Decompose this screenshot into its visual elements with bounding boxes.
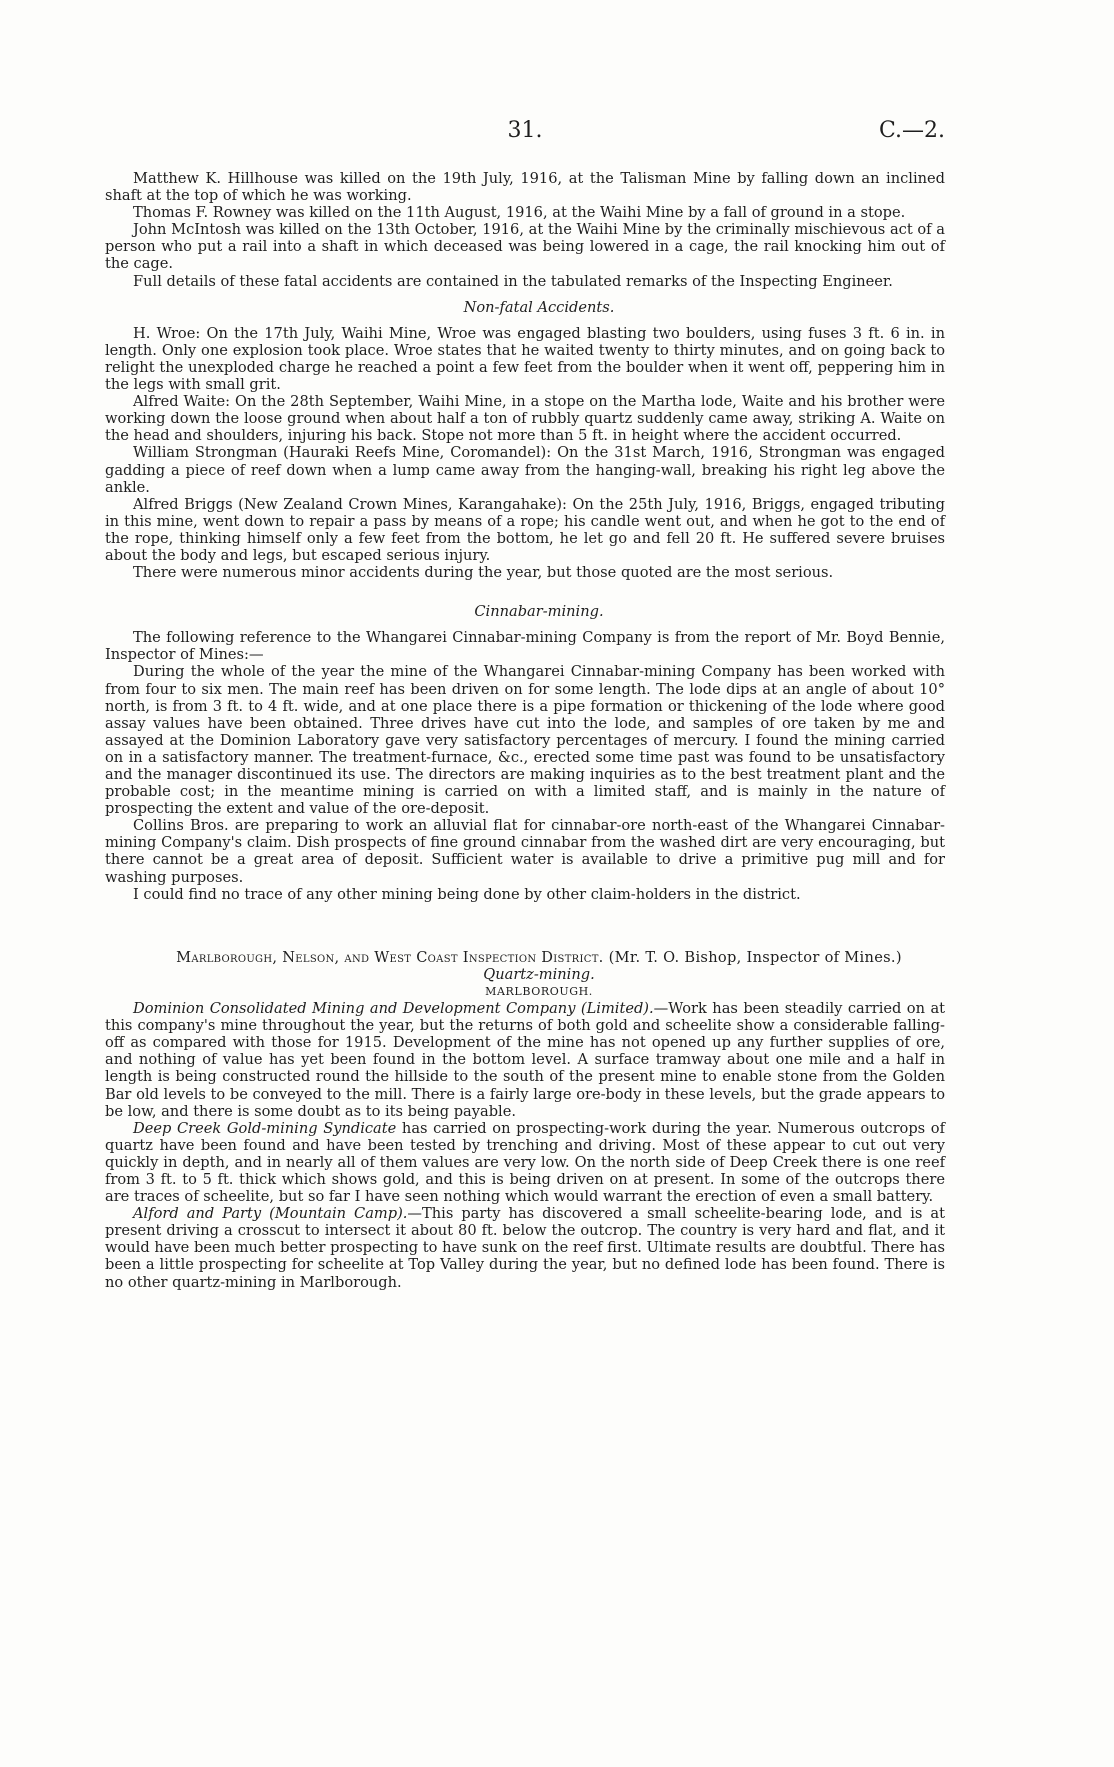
district-heading: [105, 949, 945, 966]
district-title: Marlborough, Nelson, and West Coast Inspection District.: [176, 948, 604, 966]
paragraph-text: has carried on prospecting-work during the year. Numerous outcrops of quartz have been found and have been tested by trenching and driving. Most of these appear to cut out very quickly in depth, and in nearly all of them values are very low. On the north side of Deep Creek there is one reef from 3 ft. to 5 ft. thick which shows gold, and this is being driven on at present. In some of the outcrops there are traces of scheelite, but so far I have seen nothing which would warrant the erection of even a small battery.: [105, 1119, 945, 1206]
paragraph: [105, 1120, 945, 1205]
paragraph: Collins Bros. are preparing to work an alluvial flat for cinnabar-ore north-east of the Whangarei Cinnabar-mining Company's claim. Dish prospects of fine ground cinnabar from the washed dirt are very encouraging, but there cannot be a great area of deposit. Sufficient water is available to drive a primitive pug mill and for washing purposes.: [105, 817, 945, 886]
company-name: Dominion Consolidated Mining and Development Company (Limited).: [133, 1000, 654, 1018]
paragraph: I could find no trace of any other mining being done by other claim-holders in the district.: [133, 885, 801, 903]
section-heading: Non-fatal Accidents.: [463, 298, 615, 316]
paragraph: Full details of these fatal accidents are contained in the tabulated remarks of the Inspecting Engineer.: [133, 272, 893, 290]
cinnabar-mining-section: [105, 603, 945, 903]
document-reference: C.—2.: [878, 118, 945, 143]
paragraph-text: —This party has discovered a small scheelite-bearing lode, and is at present driving a crosscut to intersect it about 80 ft. below the outcrop. The country is very hard and flat, and it would have been much better prospecting to have sunk on the reef first. Ultimate results are doubtful. There has been a little prospecting for scheelite at Top Valley during the year, but no defined lode has been found. There is no other quartz-mining in Marlborough.: [105, 1205, 945, 1291]
paragraph: William Strongman (Hauraki Reefs Mine, Coromandel): On the 31st March, 1916, Strongman was engaged gadding a piece of reef down when a lump came away from the hanging-wall, breaking his right leg above the ankle.: [105, 444, 945, 496]
district-section: [105, 949, 945, 1291]
company-name: Deep Creek Gold-mining Syndicate: [133, 1119, 397, 1137]
section-heading: Cinnabar-mining.: [474, 603, 604, 621]
region-heading: MARLBOROUGH.: [485, 984, 593, 998]
non-fatal-accidents-section: [105, 299, 945, 582]
district-inspector: (Mr. T. O. Bishop, Inspector of Mines.): [608, 948, 902, 966]
fatal-accidents-section: [105, 170, 945, 290]
company-name: Alford and Party (Mountain Camp).: [133, 1205, 408, 1223]
subsection-heading: Quartz-mining.: [483, 965, 595, 983]
paragraph: The following reference to the Whangarei Cinnabar-mining Company is from the report of Mr. Boyd Bennie, Inspector of Mines:—: [105, 629, 945, 664]
paragraph: [105, 1000, 945, 1120]
paragraph: John McIntosh was killed on the 13th October, 1916, at the Waihi Mine by the criminally mischievous act of a person who put a rail into a shaft in which deceased was being lowered in a cage, the rail knocking him out of the cage.: [105, 221, 945, 273]
paragraph: There were numerous minor accidents during the year, but those quoted are the most serious.: [133, 564, 834, 582]
paragraph-text: —Work has been steadily carried on at this company's mine throughout the year, but the returns of both gold and scheelite show a considerable falling-off as compared with those for 1915. Development of the mine has not opened up any further supplies of ore, and nothing of value has yet been found in the bottom level. A surface tramway about one mile and a half in length is being constructed round the hillside to the south of the present mine to enable stone from the Golden Bar old levels to be conveyed to the mill. There is a fairly large ore-body in these levels, but the grade appears to be low, and there is some doubt as to its being payable.: [105, 1000, 946, 1120]
page-header: [105, 118, 945, 148]
paragraph: Alfred Briggs (New Zealand Crown Mines, Karangahake): On the 25th July, 1916, Briggs, engaged tributing in this mine, went down to repair a pass by means of a rope; his candle went out, and when he got to the end of the rope, thinking himself only a few feet from the bottom, he let go and fell 20 ft. He suffered severe bruises about the body and legs, but escaped serious injury.: [105, 495, 945, 564]
page-body: [105, 170, 945, 1291]
page-number: 31.: [507, 118, 543, 143]
paragraph: H. Wroe: On the 17th July, Waihi Mine, Wroe was engaged blasting two boulders, using fuses 3 ft. 6 in. in length. Only one explosion took place. Wroe states that he waited twenty to thirty minutes, and on going back to relight the unexploded charge he reached a point a few feet from the boulder when it went off, peppering him in the legs with small grit.: [105, 324, 945, 394]
paragraph: During the whole of the year the mine of the Whangarei Cinnabar-mining Company has been worked with from four to six men. The main reef has been driven on for some length. The lode dips at an angle of about 10° north, is from 3 ft. to 4 ft. wide, and at one place there is a pipe formation or thickening of the lode where good assay values have been obtained. Three drives have cut into the lode, and samples of ore taken by me and assayed at the Dominion Laboratory gave very satisfactory percentages of mercury. I found the mining carried on in a satisfactory manner. The treatment-furnace, &c., erected some time past was found to be unsatisfactory and the manager discontinued its use. The directors are making inquiries as to the best treatment plant and the probable cost; in the meantime mining is carried on with a limited staff, and is mainly in the nature of prospecting the extent and value of the ore-deposit.: [105, 663, 945, 818]
paragraph: Thomas F. Rowney was killed on the 11th August, 1916, at the Waihi Mine by a fall of ground in a stope.: [133, 204, 906, 222]
paragraph: [105, 1205, 945, 1290]
paragraph: Matthew K. Hillhouse was killed on the 19th July, 1916, at the Talisman Mine by falling down an inclined shaft at the top of which he was working.: [105, 170, 945, 205]
paragraph: Alfred Waite: On the 28th September, Waihi Mine, in a stope on the Martha lode, Waite and his brother were working down the loose ground when about half a ton of rubbly quartz suddenly came away, striking A. Waite on the head and shoulders, injuring his back. Stope not more than 5 ft. in height where the accident occurred.: [105, 393, 945, 445]
